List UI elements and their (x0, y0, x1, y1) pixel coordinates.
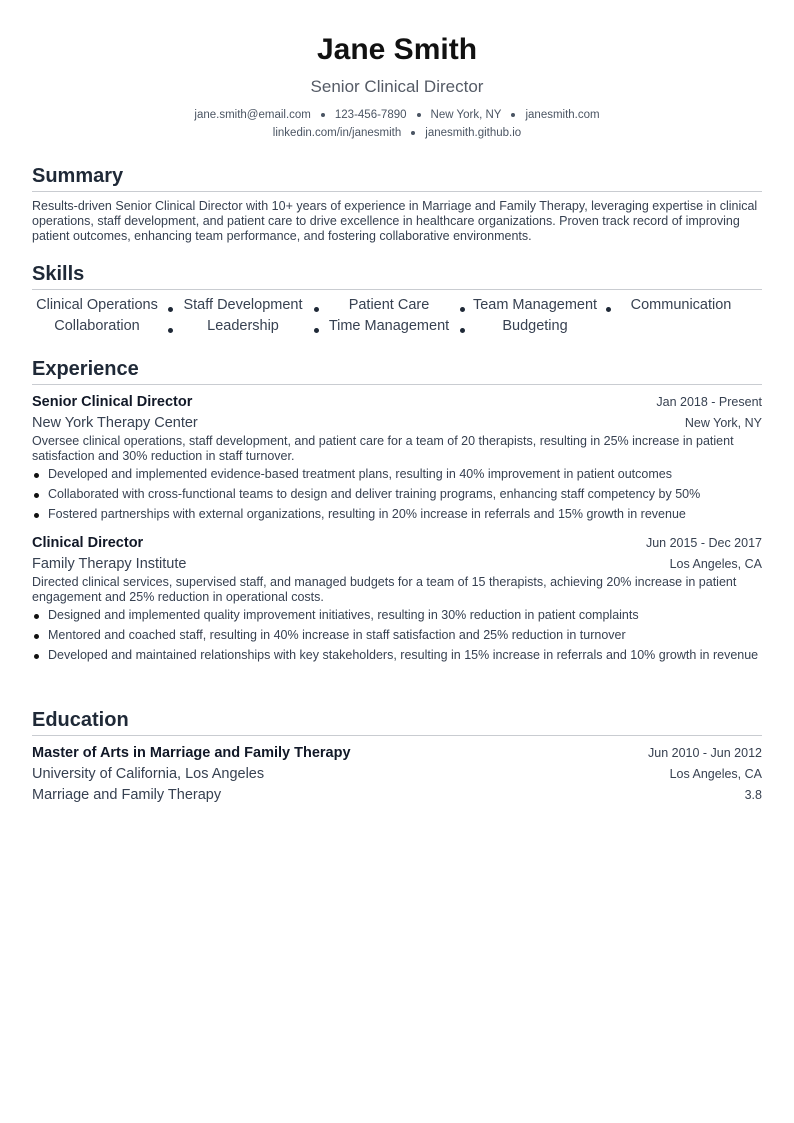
job-bullets (32, 608, 762, 663)
job-location: New York, NY (684, 416, 762, 430)
separator-dot (417, 113, 421, 117)
school-name: University of California, Los Angeles (32, 766, 265, 782)
degree-name: Master of Arts in Marriage and Family Therapy (32, 745, 351, 761)
candidate-title: Senior Clinical Director (310, 77, 484, 96)
skill-item: Team Management (472, 297, 598, 313)
bullet-text: Developed and maintained relationships with key stakeholders, resulting in 15% increase in referrals and 10% growth in revenue (48, 648, 759, 662)
github-link[interactable]: janesmith.github.io (425, 127, 522, 139)
job-organization: Family Therapy Institute (32, 556, 187, 572)
bullet-text: Designed and implemented quality improvement initiatives, resulting in 30% reduction in patient complaints (48, 608, 639, 622)
job-entry (32, 392, 762, 522)
bullet-icon (34, 614, 39, 619)
bullet-icon (34, 513, 39, 518)
skill-item: Patient Care (348, 297, 430, 313)
education-heading: Education (32, 707, 762, 736)
job-bullets (32, 467, 762, 522)
job-description: Directed clinical services, supervised staff, and managed budgets for a team of 15 therapists, achieving 20% increase in patient engagement and 25% reduction in operational costs. (32, 575, 737, 604)
skill-separator-dot (162, 296, 178, 315)
field-of-study: Marriage and Family Therapy (32, 787, 222, 803)
bullet-text: Mentored and coached staff, resulting in 40% increase in staff satisfaction and 25% reduction in turnover (48, 628, 626, 642)
skill-separator-dot (454, 296, 470, 315)
skill-item: Collaboration (54, 318, 140, 334)
bullet-icon (34, 654, 39, 659)
skill-separator-dot (308, 317, 324, 336)
job-entry (32, 533, 762, 663)
skills-grid (32, 296, 762, 336)
bullet-text: Fostered partnerships with external organizations, resulting in 20% increase in referrals and 15% growth in revenue (48, 507, 686, 521)
skill-item: Budgeting (502, 318, 568, 334)
job-location: Los Angeles, CA (669, 557, 762, 571)
skill-item: Staff Development (183, 297, 303, 313)
summary-heading: Summary (32, 163, 762, 192)
summary-text: Results-driven Senior Clinical Director with 10+ years of experience in Marriage and Family Therapy, leveraging expertise in clinical operations, staff development, and patient care to drive excellence in healthcare organizations. Proven track record of improving patient outcomes, enhancing team performance, and fostering collaborative environments. (32, 199, 758, 243)
bullet-icon (34, 634, 39, 639)
experience-heading: Experience (32, 356, 762, 385)
list-item (32, 507, 762, 522)
email-link[interactable]: jane.smith@email.com (194, 109, 311, 121)
job-dates: Jun 2015 - Dec 2017 (645, 536, 762, 550)
contact-line-2 (0, 125, 794, 141)
skill-item: Time Management (328, 318, 450, 334)
separator-dot (411, 131, 415, 135)
list-item (32, 487, 762, 502)
skill-separator-dot (308, 296, 324, 315)
job-dates: Jan 2018 - Present (656, 395, 762, 409)
bullet-text: Developed and implemented evidence-based treatment plans, resulting in 40% improvement in patient outcomes (48, 467, 672, 481)
separator-dot (511, 113, 515, 117)
skill-item: Leadership (207, 318, 279, 334)
education-dates: Jun 2010 - Jun 2012 (648, 746, 762, 760)
job-organization: New York Therapy Center (32, 415, 198, 431)
list-item (32, 608, 762, 623)
list-item (32, 648, 762, 663)
education-entry (32, 743, 762, 806)
location-text: New York, NY (430, 109, 502, 121)
skills-section (32, 261, 762, 336)
separator-dot (321, 113, 325, 117)
linkedin-link[interactable]: linkedin.com/in/janesmith (272, 127, 402, 139)
gpa-value: 3.8 (744, 788, 762, 802)
skill-separator-dot (454, 317, 470, 336)
list-item (32, 467, 762, 482)
skill-separator-dot (600, 296, 616, 315)
summary-section (32, 163, 762, 244)
website-link[interactable]: janesmith.com (525, 109, 600, 121)
job-role: Senior Clinical Director (32, 394, 193, 410)
bullet-icon (34, 473, 39, 478)
school-location: Los Angeles, CA (669, 767, 762, 781)
skill-item: Communication (630, 297, 732, 313)
bullet-text: Collaborated with cross-functional teams to design and deliver training programs, enhancing staff competency by 50% (48, 487, 701, 501)
job-role: Clinical Director (32, 535, 144, 551)
experience-section (32, 356, 762, 668)
job-description: Oversee clinical operations, staff development, and patient care for a team of 20 therapists, resulting in 25% increase in patient satisfaction and 30% reduction in staff turnover. (32, 434, 734, 463)
candidate-name: Jane Smith (316, 33, 478, 66)
skills-heading: Skills (32, 261, 762, 290)
list-item (32, 628, 762, 643)
education-section (32, 707, 762, 806)
phone-number: 123-456-7890 (334, 109, 407, 121)
bullet-icon (34, 493, 39, 498)
skill-item: Clinical Operations (36, 297, 158, 313)
contact-line-1 (0, 107, 794, 123)
skill-separator-dot (162, 317, 178, 336)
